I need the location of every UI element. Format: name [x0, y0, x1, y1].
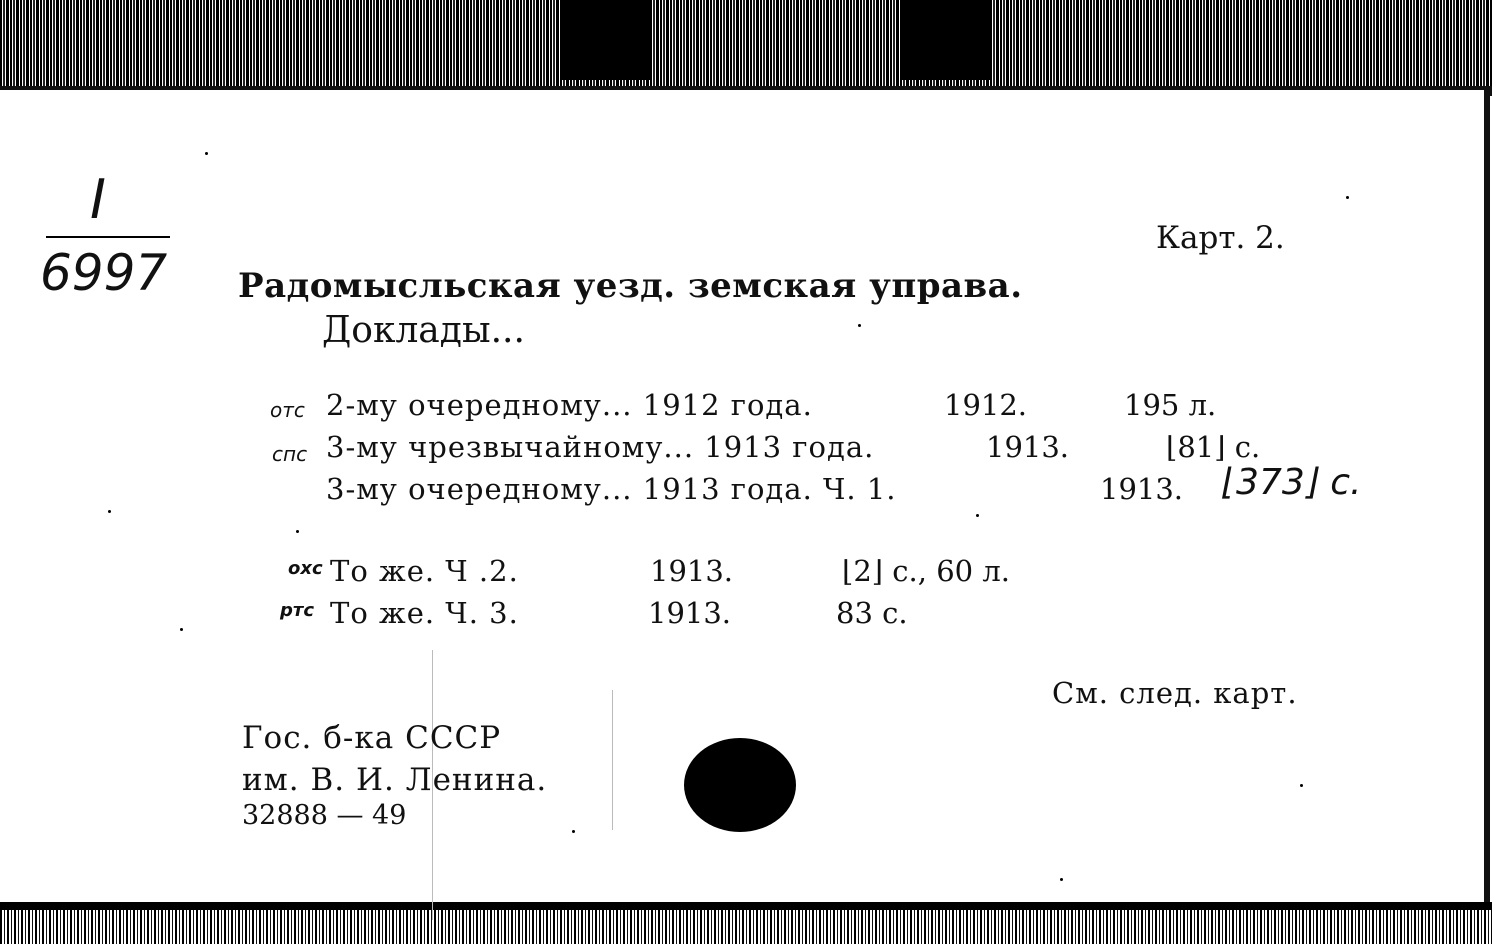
scan-border-top: [0, 0, 1492, 96]
scan-dark-band: [900, 0, 990, 80]
scan-border-bottom: [0, 902, 1492, 944]
entry-text: То же. Ч .2.: [330, 554, 519, 588]
entry-extent: 83 с.: [836, 596, 908, 630]
see-next-card: См. след. карт.: [1052, 676, 1298, 710]
entry-mark: спс: [272, 442, 308, 466]
scan-speck: [180, 628, 183, 631]
card-author: Радомысльская уезд. земская управа.: [238, 266, 1023, 306]
scan-speck: [858, 324, 861, 327]
scan-speck: [1346, 196, 1349, 199]
scan-speck: [108, 510, 111, 513]
scan-speck: [976, 514, 979, 517]
entry-extent: ⌊373⌋ с.: [1222, 462, 1362, 503]
library-name-2: им. В. И. Ленина.: [242, 762, 548, 798]
entry-extent: 195 л.: [1124, 388, 1217, 422]
entry-mark: отс: [270, 398, 305, 422]
scan-speck: [572, 830, 575, 833]
card-number: Карт. 2.: [1156, 220, 1285, 256]
scan-line: [612, 690, 613, 830]
entry-year: 1912.: [944, 388, 1028, 422]
entry-mark: охс: [288, 558, 323, 579]
entry-text: 3-му очередному... 1913 года. Ч. 1.: [326, 472, 897, 506]
scan-speck: [1060, 878, 1063, 881]
entry-mark: ртс: [280, 600, 314, 621]
shelfmark-bottom: 6997: [40, 244, 168, 302]
shelfmark-divider: [46, 236, 170, 238]
entry-year: 1913.: [1100, 472, 1184, 506]
entry-extent: ⌊81⌋ с.: [1166, 430, 1261, 464]
entry-text: То же. Ч. 3.: [330, 596, 519, 630]
card-title: Доклады...: [322, 310, 525, 351]
scan-dark-band: [560, 0, 650, 80]
shelfmark-top: I: [90, 168, 106, 231]
entry-text: 3-му чрезвычайному... 1913 года.: [326, 430, 875, 464]
card-punch-hole: [684, 738, 796, 832]
library-name: Гос. б-ка СССР: [242, 720, 502, 756]
library-code: 32888 — 49: [242, 800, 407, 831]
entry-year: 1913.: [648, 596, 732, 630]
entry-text: 2-му очередному... 1912 года.: [326, 388, 813, 422]
scan-speck: [296, 530, 299, 533]
scan-speck: [205, 152, 208, 155]
scan-speck: [1300, 784, 1303, 787]
entry-year: 1913.: [650, 554, 734, 588]
entry-extent: ⌊2⌋ с., 60 л.: [842, 554, 1010, 588]
entry-year: 1913.: [986, 430, 1070, 464]
